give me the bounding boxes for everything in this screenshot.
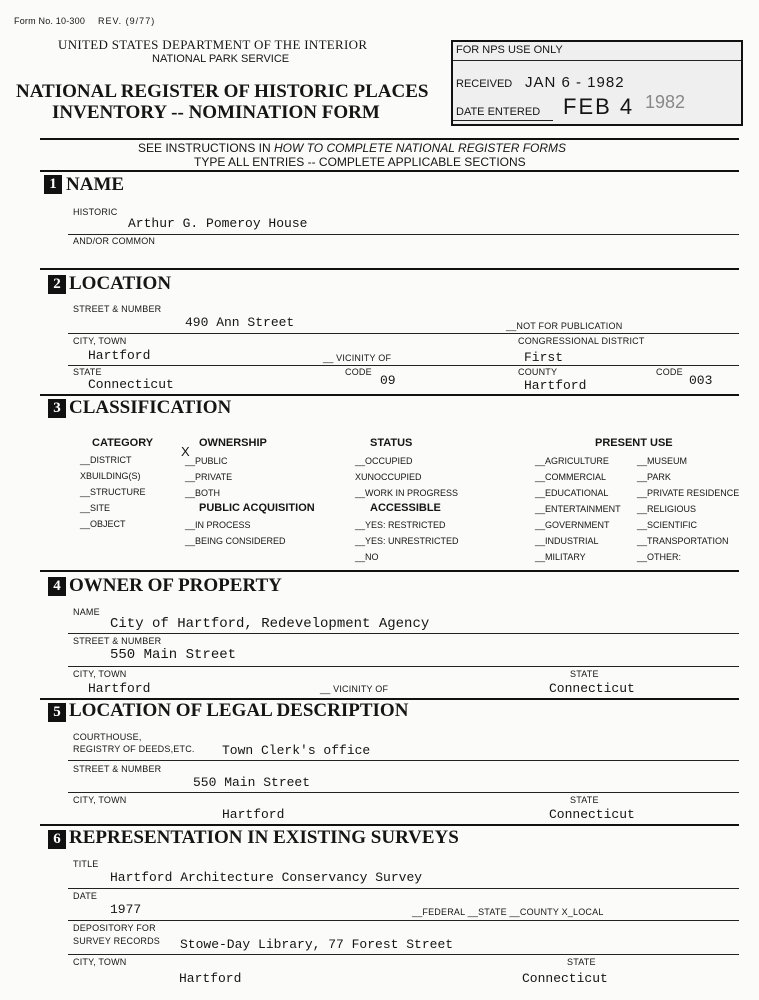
owner-state-value: Connecticut [549, 681, 635, 696]
ownership-option: __BOTH [185, 488, 221, 498]
present-use-option: __INDUSTRIAL [535, 536, 599, 546]
depository-value: Stowe-Day Library, 77 Forest Street [180, 937, 454, 952]
ownership-option: __PUBLIC [185, 456, 228, 466]
status-option: XUNOCCUPIED [355, 472, 422, 482]
form-revision: REV. (9/77) [98, 16, 156, 26]
section-1-number: 1 [44, 175, 62, 194]
received-stamp: JAN 6 - 1982 [525, 74, 625, 91]
present-use-option: __ENTERTAINMENT [535, 504, 621, 514]
present-use-option: __MUSEUM [637, 456, 688, 466]
department-name: UNITED STATES DEPARTMENT OF THE INTERIOR [58, 37, 368, 52]
accessible-option: __NO [355, 552, 379, 562]
common-name-label: AND/OR COMMON [73, 236, 156, 246]
state-code-value: 09 [380, 373, 396, 388]
survey-date-value: 1977 [110, 902, 142, 917]
section-3-number: 3 [48, 399, 66, 418]
owner-name-label: NAME [73, 607, 100, 617]
section-3-title: CLASSIFICATION [69, 397, 232, 418]
owner-vicinity-label: __ VICINITY OF [320, 684, 389, 694]
present-use-heading: PRESENT USE [595, 437, 673, 449]
present-use-option: __GOVERNMENT [535, 520, 610, 530]
survey-state-value: Connecticut [522, 971, 608, 986]
category-heading: CATEGORY [92, 437, 154, 449]
category-option: XBUILDING(S) [80, 471, 141, 481]
category-option: __STRUCTURE [80, 487, 146, 497]
legal-state-value: Connecticut [549, 807, 635, 822]
county-value: Hartford [524, 378, 587, 393]
legal-street-label: STREET & NUMBER [73, 764, 162, 774]
state-code-label: CODE [345, 367, 372, 377]
legal-city-value: Hartford [222, 807, 285, 822]
street-number-label: STREET & NUMBER [73, 304, 162, 314]
registry-value: Town Clerk's office [222, 743, 371, 758]
section-4-number: 4 [48, 577, 66, 596]
present-use-option: __PRIVATE RESIDENCE [637, 488, 740, 498]
owner-name-value: City of Hartford, Redevelopment Agency [110, 616, 430, 632]
present-use-option: __TRANSPORTATION [637, 536, 729, 546]
state-label: STATE [73, 367, 102, 377]
category-option: __SITE [80, 503, 111, 513]
status-option: __WORK IN PROGRESS [355, 488, 459, 498]
congressional-district-value: First [524, 350, 564, 365]
section-6-title: REPRESENTATION IN EXISTING SURVEYS [69, 827, 459, 848]
owner-state-label: STATE [570, 669, 599, 679]
acquisition-option: __IN PROCESS [185, 520, 251, 530]
date-entered-stamp: FEB 4 [563, 94, 635, 119]
section-1-title: NAME [66, 174, 125, 195]
received-label: RECEIVED [456, 78, 513, 90]
status-option: __OCCUPIED [355, 456, 413, 466]
present-use-option: __OTHER: [637, 552, 682, 562]
acquisition-list [185, 520, 286, 552]
present-use-option: __COMMERCIAL [535, 472, 607, 482]
section-6-number: 6 [48, 830, 66, 849]
legal-state-label: STATE [570, 795, 599, 805]
category-option: __DISTRICT [80, 455, 132, 465]
county-label: COUNTY [518, 367, 558, 377]
nps-use-box [451, 40, 743, 126]
date-entered-year: 1982 [645, 92, 686, 112]
city-town-label: CITY, TOWN [73, 336, 127, 346]
form-number: Form No. 10-300 [14, 16, 86, 26]
survey-date-label: DATE [73, 891, 98, 901]
category-option: __OBJECT [80, 519, 126, 529]
state-value: Connecticut [88, 377, 174, 392]
ownership-heading: OWNERSHIP [199, 437, 267, 449]
category-list [80, 455, 146, 535]
nps-box-heading: FOR NPS USE ONLY [456, 44, 563, 56]
section-2-number: 2 [48, 275, 66, 294]
present-use-col2 [637, 456, 739, 568]
accessible-option: __YES: RESTRICTED [355, 520, 446, 530]
section-5-title: LOCATION OF LEGAL DESCRIPTION [69, 700, 409, 721]
owner-street-label: STREET & NUMBER [73, 636, 162, 646]
survey-levels: __FEDERAL __STATE __COUNTY X_LOCAL [412, 907, 604, 917]
city-town-value: Hartford [88, 348, 151, 363]
street-number-value: 490 Ann Street [185, 315, 295, 330]
legal-city-label: CITY, TOWN [73, 795, 127, 805]
present-use-option: __SCIENTIFIC [637, 520, 698, 530]
ownership-option: __PRIVATE [185, 472, 233, 482]
present-use-option: __MILITARY [535, 552, 586, 562]
status-list [355, 456, 458, 504]
depository-label-line2: SURVEY RECORDS [73, 936, 160, 946]
survey-city-label: CITY, TOWN [73, 957, 127, 967]
not-for-publication: __NOT FOR PUBLICATION [506, 321, 623, 331]
present-use-option: __PARK [637, 472, 671, 482]
section-4-title: OWNER OF PROPERTY [69, 575, 282, 596]
acquisition-option: __BEING CONSIDERED [185, 536, 286, 546]
accessible-list [355, 520, 459, 568]
survey-title-label: TITLE [73, 859, 99, 869]
owner-street-value: 550 Main Street [110, 647, 237, 663]
present-use-option: __AGRICULTURE [535, 456, 609, 466]
legal-street-value: 550 Main Street [193, 775, 311, 790]
county-code-label: CODE [656, 367, 683, 377]
county-code-value: 003 [689, 373, 713, 388]
service-name: NATIONAL PARK SERVICE [152, 53, 290, 65]
present-use-option: __RELIGIOUS [637, 504, 697, 514]
survey-state-label: STATE [567, 957, 596, 967]
survey-city-value: Hartford [179, 971, 242, 986]
status-heading: STATUS [370, 437, 413, 449]
date-entered-label: DATE ENTERED [456, 106, 541, 118]
historic-label: HISTORIC [73, 207, 118, 217]
ownership-list [185, 456, 232, 504]
accessible-heading: ACCESSIBLE [370, 502, 441, 514]
owner-city-label: CITY, TOWN [73, 669, 127, 679]
section-5-number: 5 [48, 703, 66, 722]
registry-label: REGISTRY OF DEEDS,ETC. [73, 744, 195, 754]
owner-city-value: Hartford [88, 681, 151, 696]
depository-label-line1: DEPOSITORY FOR [73, 923, 156, 933]
survey-title-value: Hartford Architecture Conservancy Survey [110, 870, 423, 885]
form-title-line1: NATIONAL REGISTER OF HISTORIC PLACES [16, 81, 429, 102]
instructions-line2: TYPE ALL ENTRIES -- COMPLETE APPLICABLE SECTIONS [194, 155, 526, 169]
accessible-option: __YES: UNRESTRICTED [355, 536, 459, 546]
ownership-typed-x: X [181, 444, 190, 459]
present-use-option: __EDUCATIONAL [535, 488, 609, 498]
form-title-line2: INVENTORY -- NOMINATION FORM [52, 102, 380, 123]
section-2-title: LOCATION [69, 273, 172, 294]
present-use-col1 [535, 456, 621, 568]
congressional-district-label: CONGRESSIONAL DISTRICT [518, 336, 645, 346]
instructions-line1: SEE INSTRUCTIONS IN HOW TO COMPLETE NATIONAL REGISTER FORMS [138, 141, 567, 155]
courthouse-label: COURTHOUSE, [73, 732, 142, 742]
public-acquisition-heading: PUBLIC ACQUISITION [199, 502, 315, 514]
historic-name-value: Arthur G. Pomeroy House [128, 216, 308, 231]
vicinity-of-label: __ VICINITY OF [323, 353, 392, 363]
